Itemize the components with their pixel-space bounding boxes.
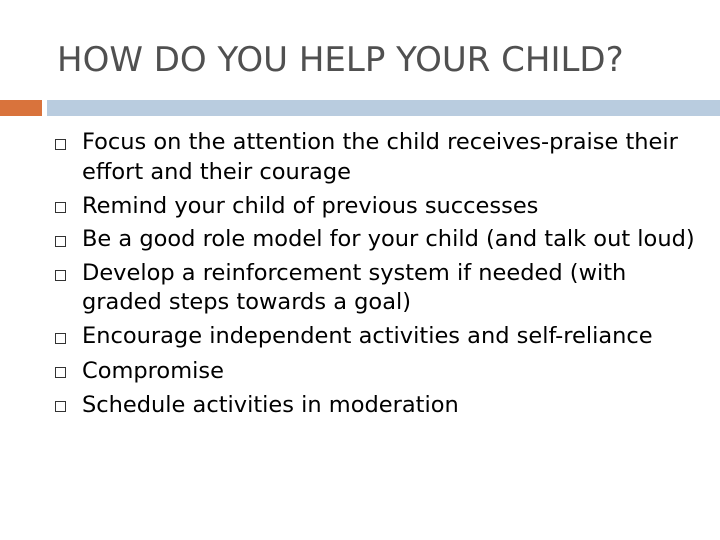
bullet-text: Remind your child of previous successes	[82, 193, 539, 220]
bullet-text: Schedule activities in moderation	[82, 391, 459, 418]
hollow-square-bullet-icon	[55, 139, 66, 150]
bullet-text: Encourage independent activities and self-reliance	[82, 322, 653, 349]
bullet-item	[55, 356, 695, 386]
bullet-item	[55, 322, 695, 352]
bullet-text: Compromise	[82, 357, 224, 384]
title-rule-accent	[0, 100, 42, 116]
hollow-square-bullet-icon	[55, 236, 66, 247]
title-rule-bar	[47, 100, 720, 116]
hollow-square-bullet-icon	[55, 367, 66, 378]
bullet-text: Be a good role model for your child (and talk out loud)	[82, 226, 695, 253]
hollow-square-bullet-icon	[55, 202, 66, 213]
bullet-item	[55, 225, 695, 255]
bullet-item	[55, 259, 695, 318]
hollow-square-bullet-icon	[55, 270, 66, 281]
hollow-square-bullet-icon	[55, 333, 66, 344]
bullet-text: Develop a reinforcement system if needed (with graded steps towards a goal)	[82, 259, 627, 316]
bullet-item	[55, 128, 695, 187]
slide-title: HOW DO YOU HELP YOUR CHILD?	[57, 40, 624, 80]
bullet-item	[55, 390, 695, 420]
bullet-text: Focus on the attention the child receives-praise their effort and their courage	[82, 129, 678, 185]
hollow-square-bullet-icon	[55, 401, 66, 412]
bullet-item	[55, 191, 695, 221]
bullet-list	[55, 128, 695, 424]
